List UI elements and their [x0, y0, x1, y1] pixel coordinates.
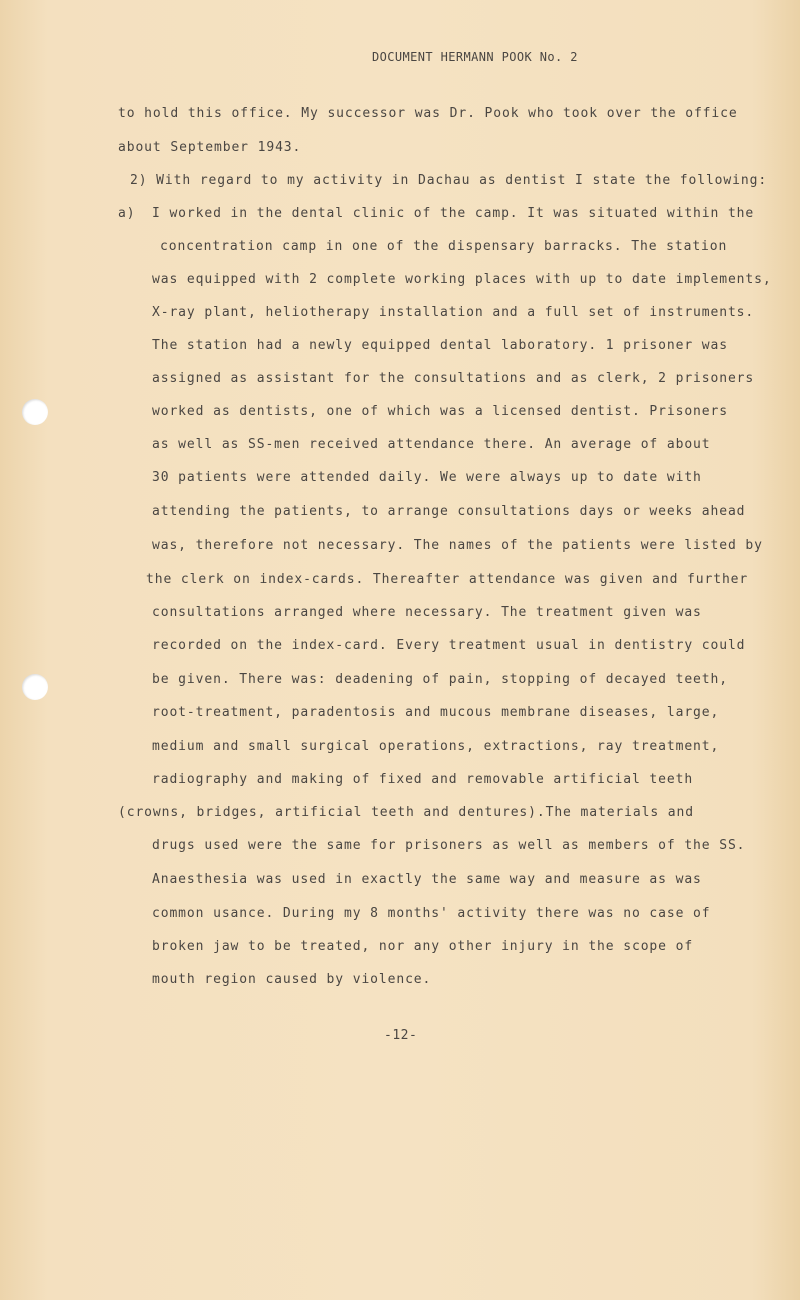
text-line-26: common usance. During my 8 months' activity there was no case of — [152, 906, 711, 921]
punch-hole-lower — [22, 674, 48, 700]
text-line-23: (crowns, bridges, artificial teeth and dentures).The materials and — [118, 805, 694, 820]
text-line-2: about September 1943. — [118, 140, 302, 155]
page-number: -12- — [384, 1028, 418, 1043]
text-line-25: Anaesthesia was used in exactly the same way and measure as was — [152, 872, 702, 887]
text-line-11: worked as dentists, one of which was a licensed dentist. Prisoners — [152, 404, 728, 419]
text-line-16: the clerk on index-cards. Thereafter attendance was given and further — [146, 572, 749, 587]
text-line-17: consultations arranged where necessary. The treatment given was — [152, 605, 702, 620]
item-a-marker: a) — [118, 206, 136, 221]
text-line-7: was equipped with 2 complete working places with up to date implements, — [152, 272, 772, 287]
text-line-13: 30 patients were attended daily. We were always up to date with — [152, 470, 702, 485]
punch-hole-upper — [22, 399, 48, 425]
text-line-6: concentration camp in one of the dispensary barracks. The station — [160, 239, 728, 254]
text-line-21: medium and small surgical operations, extractions, ray treatment, — [152, 739, 720, 754]
text-line-28: mouth region caused by violence. — [152, 972, 432, 987]
text-line-12: as well as SS-men received attendance there. An average of about — [152, 437, 711, 452]
text-line-10: assigned as assistant for the consultations and as clerk, 2 prisoners — [152, 371, 755, 386]
paragraph-2-heading: 2) With regard to my activity in Dachau as dentist I state the following: — [130, 173, 768, 188]
text-line-19: be given. There was: deadening of pain, stopping of decayed teeth, — [152, 672, 728, 687]
text-line-8: X-ray plant, heliotherapy installation and a full set of instruments. — [152, 305, 755, 320]
text-line-14: attending the patients, to arrange consultations days or weeks ahead — [152, 504, 746, 519]
text-line-27: broken jaw to be treated, nor any other injury in the scope of — [152, 939, 694, 954]
document-header: DOCUMENT HERMANN POOK No. 2 — [372, 50, 578, 64]
text-line-24: drugs used were the same for prisoners as well as members of the SS. — [152, 838, 746, 853]
text-line-15: was, therefore not necessary. The names of the patients were listed by — [152, 538, 763, 553]
text-line-22: radiography and making of fixed and removable artificial teeth — [152, 772, 694, 787]
text-line-18: recorded on the index-card. Every treatment usual in dentistry could — [152, 638, 746, 653]
text-line-20: root-treatment, paradentosis and mucous membrane diseases, large, — [152, 705, 720, 720]
text-line-1: to hold this office. My successor was Dr. Pook who took over the office — [118, 106, 738, 121]
text-line-5: I worked in the dental clinic of the camp. It was situated within the — [152, 206, 755, 221]
text-line-9: The station had a newly equipped dental laboratory. 1 prisoner was — [152, 338, 728, 353]
